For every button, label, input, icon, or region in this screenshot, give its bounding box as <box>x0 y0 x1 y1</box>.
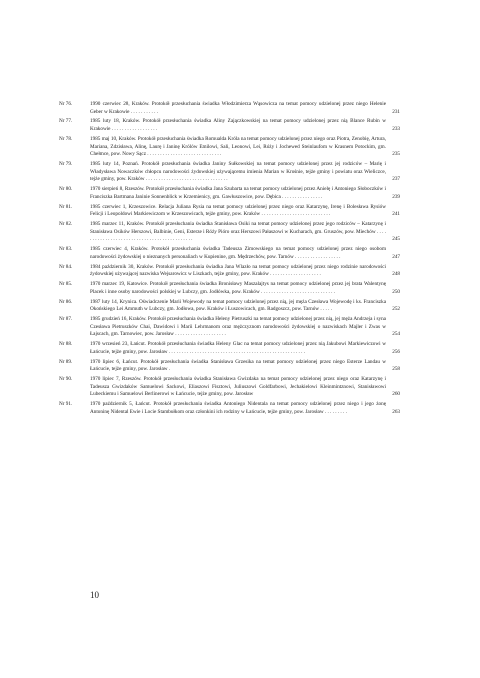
entry-description: 1985 czerwiec 1, Krzeszowice. Relacja Juliana Rysia na temat pomocy udzielonej przez niego oraz Katarzynę, Irenę i Bolesława Rysiów Felicji i Leopoldowi Markiewiczom w Krzeszowicach, tejże gminy, pow. Kraków . . . . . . . . . . . . . . . . . . . . . . . . . . . <box>90 203 386 218</box>
entry-page-reference: 258 <box>392 366 400 373</box>
contents-entry <box>59 161 400 184</box>
entry-number: Nr 91. <box>59 401 73 408</box>
entry-description: 1970 lipiec 6, Łańcut. Protokół przesłuchania świadka Stanisława Grzesika na temat pomocy udzielonej przez niego Esterze Landau w Łańcucie, tejże gminy, pow. Jarosław . <box>90 358 386 373</box>
contents-entry <box>59 281 400 296</box>
entry-description: 1970 sierpień 8, Rzeszów. Protokół przesłuchania świadka Jana Szubarta na temat pomocy udzielonej przez Anielę i Antoniego Słoboczków i Franciszka Bartmana Janinie Sonnenblick w Krzemienicy, gm. Gawłuszowice, pow. Dębica . . . . . . . . . . . . . . . . <box>90 186 386 200</box>
entry-page-reference: 239 <box>392 193 400 200</box>
entry-page-reference: 231 <box>392 108 400 115</box>
entry-number: Nr 76. <box>59 101 73 107</box>
contents-entry <box>59 118 400 133</box>
entry-number: Nr 77. <box>59 118 73 125</box>
entry-description: 1970 październik 5, Łańcut. Protokół przesłuchania świadka Antoniego Nidentala na temat pomocy udzielonej przez niego i jego żonę Antoninę Nidental Ewie i Locie Stambułkom oraz członkini ich rodziny w Łańcucie, tejże gminy, pow. Jarosław . . . . . . . . . <box>90 401 386 415</box>
entry-number: Nr 88. <box>59 341 73 348</box>
entry-description: 1970 marzec 19, Katowice. Protokół przesłuchania świadka Bronisławy Maszalajtys na temat pomocy udzielonej przez jej brata Walentynę Placek i inne osoby narodowości polskiej w Lubczy, gm. Jodłówka, pow. Kraków . . . . . . . . . . . . . . . . . . . . . . . . . . . . . <box>90 281 386 295</box>
entry-page-reference: 247 <box>392 253 400 260</box>
contents-entry <box>59 358 400 374</box>
entry-page-reference: 252 <box>392 306 400 313</box>
entry-number: Nr 78. <box>59 135 73 142</box>
contents-entry <box>59 186 400 201</box>
contents-entry <box>59 298 400 314</box>
entry-number: Nr 87. <box>59 316 73 323</box>
page-number: 10 <box>90 590 99 600</box>
entry-number: Nr 89. <box>59 358 73 365</box>
entry-description: 1970 wrzesień 23, Łańcut. Protokół przesłuchania świadka Heleny Glac na temat pomocy udzielonej przez nią Jakubowi Markiewiczowi w Łańcucie, tejże gminy, pow. Jarosław . . . . . . . . . . . . . . . . . . . . . . . . . . . . . . . . . . . . . . . . . . . . . . . . . . . . . <box>90 341 386 355</box>
entry-description: 1985 marzec 11, Kraków. Protokół przesłuchania świadka Stanisława Osiki na temat pomocy udzielonej przez jego rodziców – Katarzynę i Stanisława Osików Herszowi, Balbinie, Geni, Esterze i Róży Pióro oraz Herszowi Pałaszowi w Kucharach, gm. Gruszów, pow. Miechów . . . . . . . . . . . . . . . . . . . . . . . . . . . . . . . . . . . . . . . . . . . . <box>90 221 386 243</box>
entry-page-reference: 235 <box>392 151 400 158</box>
contents-entry <box>59 341 400 356</box>
entry-number: Nr 82. <box>59 221 73 228</box>
entry-page-reference: 263 <box>392 408 400 415</box>
entry-page-reference: 248 <box>392 271 400 278</box>
entry-description: 1985 czerwiec 4, Kraków. Protokół przesłuchania świadka Tadeusza Zimowskiego na temat pomocy udzielonej przez niego osobom narodowości żydowskiej o nieznanych personaliach w Kupienine, gm. Mędrzechów, pow. Tarnów . . . . . . . . . . . . . . . . . . <box>90 246 386 260</box>
contents-entry <box>59 376 400 399</box>
entry-number: Nr 83. <box>59 246 73 253</box>
entry-description: 1985 luty 18, Kraków. Protokół przesłuchania świadka Aliny Zajączkowskiej na temat pomocy udzielonej przez nią Blance Rubin w Krakowie . . . . . . . . . . . . . . . . . . <box>90 118 386 133</box>
entry-number: Nr 84. <box>59 263 73 270</box>
entry-page-reference: 256 <box>392 348 400 355</box>
entry-description: 1970 lipiec 7, Rzeszów. Protokół przesłuchania świadka Stanisława Gwizdaka na temat pomocy udzielonej przez niego oraz Katarzynę i Tadeusza Gwizdaków Samuelowi Sackowi, Eliaszowi Fisztowi, Juliuszowi Goldfarbowi, Jechakielowi Kleinmintznowi, Stanisławowi Lubeckiemu i Samuelowi Berlinerowi w Łańcucie, tejże gminy, pow. Jarosław <box>90 376 386 398</box>
contents-entry <box>59 221 400 244</box>
entry-page-reference: 254 <box>392 331 400 338</box>
entry-number: Nr 85. <box>59 281 73 288</box>
entry-page-reference: 241 <box>392 211 400 218</box>
contents-entry <box>59 135 400 159</box>
entry-number: Nr 81. <box>59 203 73 210</box>
entry-description: 1985 luty 14, Poznań. Protokół przesłuchania świadka Janiny Sułkowskiej na temat pomocy udzielonej przez jej rodziców – Marię i Władysława Nowaczków chłopcu narodowości żydowskiej używającemu imienia Marian w Krośnie, tejże gminy i powiatu oraz Wieliczce, tejże gminy, pow. Kraków . . . . . . . . . . . . . . . . . . . . . . . . . . . . . . . . <box>90 161 386 183</box>
entry-description: 1985 grudzień 16, Kraków. Protokół przesłuchania świadka Heleny Pietruszki na temat pomocy udzielonej przez nią, jej męża Andrzeja i syna Czesława Pietruszków Chai, Dawidowi i Marii Lehrmanom oraz mężczyznom narodowości żydowskiej o nazwiskach Majler i Zwas w Łajscach, gm. Tarnowiec, pow. Jarosław . . . . . . . . . . . . . . . . . . . . <box>90 316 386 338</box>
contents-entry <box>59 101 400 116</box>
entry-number: Nr 90. <box>59 376 73 383</box>
contents-entry <box>59 401 400 416</box>
entry-page-reference: 237 <box>392 176 400 183</box>
contents-entry <box>59 316 400 339</box>
entry-page-reference: 233 <box>392 126 400 133</box>
entry-number: Nr 79. <box>59 161 73 168</box>
entry-number: Nr 80. <box>59 186 73 193</box>
entry-description: 1985 maj 10, Kraków. Protokół przesłuchania świadka Romualda Króla na temat pomocy udzielonej przez niego oraz Piotra, Zenobię, Artura, Mariana, Zdzisława, Alinę, Laurę i Janinę Królów Emilowi, Sali, Leonowi, Lei, Róży i Jochewed Steinlaufom w Krasnem Potockim, gm. Chełmce, pow. Nowy Sącz . . . . . . . . . . . . . . . . . . . . . . . . . . . . . <box>90 135 386 158</box>
entry-page-reference: 260 <box>392 391 400 398</box>
entry-description: 1984 październik 30, Kraków. Protokół przesłuchania świadka Jana Wlazło na temat pomocy udzielonej przez niego rodzinie narodowości żydowskiej używającej nazwiska Wejsarowicz w Liszkach, tejże gminy, pow. Kraków . . . . . . . . . . . . . . . . . . . . <box>90 263 386 278</box>
entry-page-reference: 250 <box>392 288 400 295</box>
entry-number: Nr 86. <box>59 298 73 305</box>
contents-list <box>59 101 400 419</box>
entry-page-reference: 245 <box>392 236 400 243</box>
contents-entry <box>59 246 400 261</box>
entry-description: 1990 czerwiec 28, Kraków. Protokół przesłuchania świadka Włodzimierza Wąsowicza na temat pomocy udzielonej przez niego Helenie Geber w Krakowie . . . . . . . . . . . <box>90 101 386 115</box>
contents-entry <box>59 203 400 219</box>
contents-entry <box>59 263 400 279</box>
entry-description: 1987 luty 14, Krynica. Oświadczenie Marii Wojewody na temat pomocy udzielonej przez nią, jej męża Czesława Wojewodę i ks. Franciszka Okońskiego Lei Ammuth w Lubczy, gm. Jodłowa, pow. Kraków i Łuszowicach, gm. Radgoszcz, pow. Tarnów . . . . . <box>90 298 386 313</box>
